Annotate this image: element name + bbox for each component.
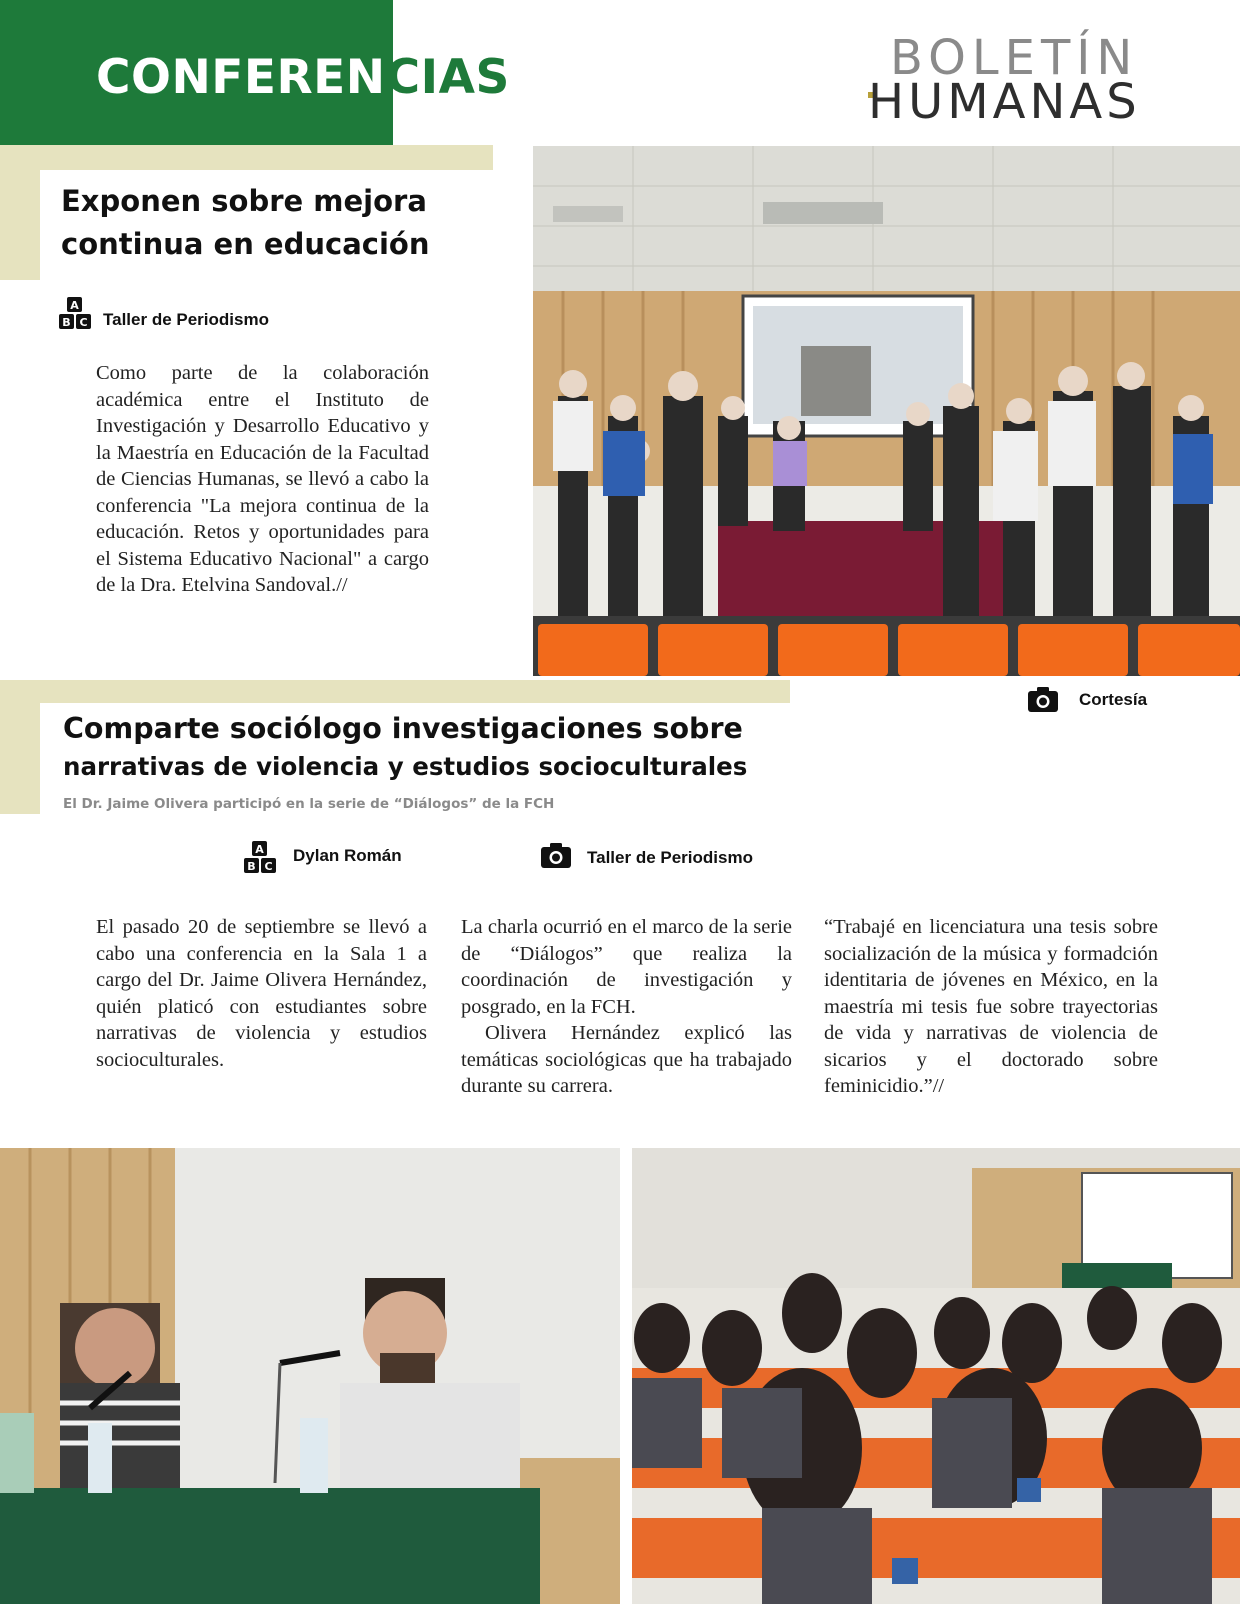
conference-group-photo bbox=[533, 146, 1240, 676]
article2-column2-paragraph2: Olivera Hernández explicó las temáticas sociológicas que ha trabajado durante su carrera. bbox=[461, 1022, 792, 1097]
article1-author: Taller de Periodismo bbox=[103, 310, 269, 329]
section-title bbox=[96, 50, 510, 105]
section-title-part1: CONFEREN bbox=[96, 50, 386, 105]
camera-icon bbox=[1028, 686, 1058, 712]
svg-text:B: B bbox=[62, 316, 71, 329]
camera-icon bbox=[541, 842, 571, 868]
article2-title-line2: narrativas de violencia y estudios socioculturales bbox=[63, 752, 748, 781]
svg-text:B: B bbox=[247, 860, 256, 873]
article2-column3: “Trabajé en licenciatura una tesis sobre socialización de la música y formadción identitaria de jóvenes en México, en la maestría mi tesis fue sobre trayectorias de vida y narrativas de violencia de sicarios y el doctorado sobre feminicidio.”// bbox=[824, 916, 1158, 1097]
logo-line1: BOLETÍN bbox=[890, 30, 1139, 86]
article2-column2-paragraph1: La charla ocurrió en el marco de la serie de “Diálogos” que realiza la coordinación de investigación y posgrado, en la FCH. bbox=[461, 916, 792, 1018]
article1-title-line2: continua en educación bbox=[61, 227, 430, 261]
article1-body: Como parte de la colaboración académica entre el Instituto de Investigación y Desarrollo Educativo y la Maestría en Educación de la Facultad de Ciencias Humanas, se llevó a cabo la conferencia "La mejora continua de la educación. Retos y oportunidades para el Sistema Educativo Nacional" a cargo de la Dra. Etelvina Sandoval.// bbox=[96, 362, 429, 596]
abc-blocks-icon bbox=[243, 840, 277, 874]
speakers-panel-photo bbox=[0, 1148, 620, 1604]
section-title-part2: CIAS bbox=[385, 50, 510, 105]
svg-text:A: A bbox=[70, 299, 79, 312]
svg-text:C: C bbox=[264, 860, 273, 873]
article2-column2 bbox=[461, 914, 792, 1100]
boletin-humanas-logo bbox=[868, 30, 1188, 130]
article2-title-line1: Comparte sociólogo investigaciones sobre bbox=[63, 712, 743, 745]
article1-title bbox=[61, 180, 491, 266]
article2-subtitle: El Dr. Jaime Olivera participó en la serie de “Diálogos” de la FCH bbox=[63, 796, 555, 812]
logo-line2: HUMANAS bbox=[868, 74, 1141, 130]
article2-author: Dylan Román bbox=[293, 846, 402, 865]
svg-text:A: A bbox=[255, 843, 264, 856]
abc-blocks-icon bbox=[58, 296, 92, 330]
article2-column1: El pasado 20 de septiembre se llevó a cabo una conferencia en la Sala 1 a cargo del Dr. Jaime Olivera Hernández, quién platicó con estudiantes sobre narrativas de violencia y estudios socioculturales. bbox=[96, 916, 427, 1071]
svg-text:C: C bbox=[79, 316, 88, 329]
article1-photo-credit: Cortesía bbox=[1079, 690, 1148, 709]
article2-photographer: Taller de Periodismo bbox=[587, 848, 753, 867]
article1-title-line1: Exponen sobre mejora bbox=[61, 184, 427, 218]
audience-photo bbox=[632, 1148, 1240, 1604]
